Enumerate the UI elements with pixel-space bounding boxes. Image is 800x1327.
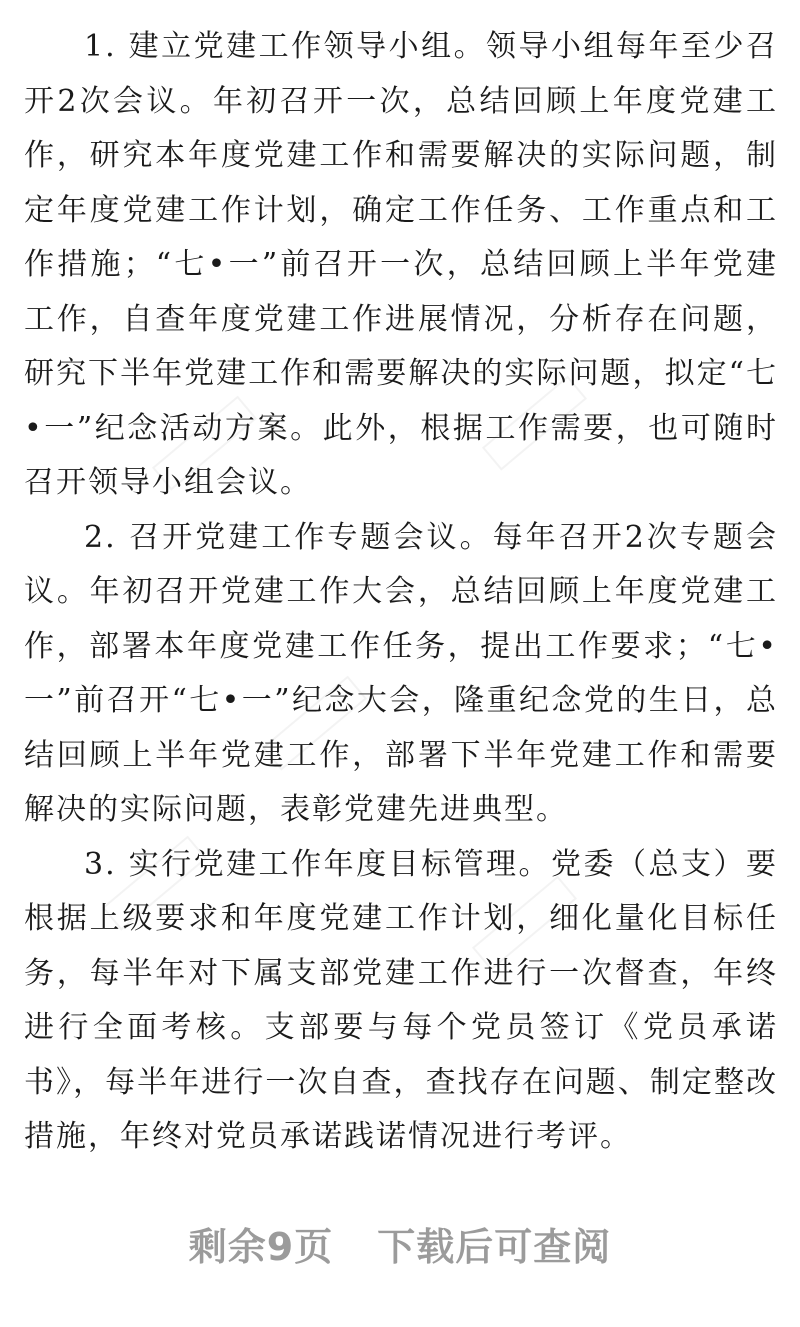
paragraph-2: 2. 召开党建工作专题会议。每年召开2次专题会议。年初召开党建工作大会，总结回顾上年度党建工作，部署本年度党建工作任务，提出工作要求；“七•一”前召开“七•一”纪念大会，隆重纪念党的生日，总结回顾上半年党建工作，部署下半年党建工作和需要解决的实际问题，表彰党建先进典型。 <box>24 519 778 827</box>
paragraph-3: 3. 实行党建工作年度目标管理。党委（总支）要根据上级要求和年度党建工作计划，细化量化目标任务，每半年对下属支部党建工作进行一次督查，年终进行全面考核。支部要与每个党员签订《党员承诺书》，每半年进行一次自查，查找存在问题、制定整改措施，年终对党员承诺践诺情况进行考评。 <box>24 846 778 1154</box>
paragraph-1: 1. 建立党建工作领导小组。领导小组每年至少召开2次会议。年初召开一次，总结回顾上年度党建工作，研究本年度党建工作和需要解决的实际问题，制定年度党建工作计划，确定工作任务、工作重点和工作措施；“七•一”前召开一次，总结回顾上半年党建工作，自查年度党建工作进展情况，分析存在问题，研究下半年党建工作和需要解决的实际问题，拟定“七•一”纪念活动方案。此外，根据工作需要，也可随时召开领导小组会议。 <box>24 29 778 500</box>
document-body <box>24 20 778 1165</box>
remaining-pages-banner[interactable] <box>0 1222 800 1272</box>
download-hint-label: 下载后可查阅 <box>377 1225 612 1269</box>
remaining-pages-label: 剩余9页 <box>188 1225 334 1269</box>
